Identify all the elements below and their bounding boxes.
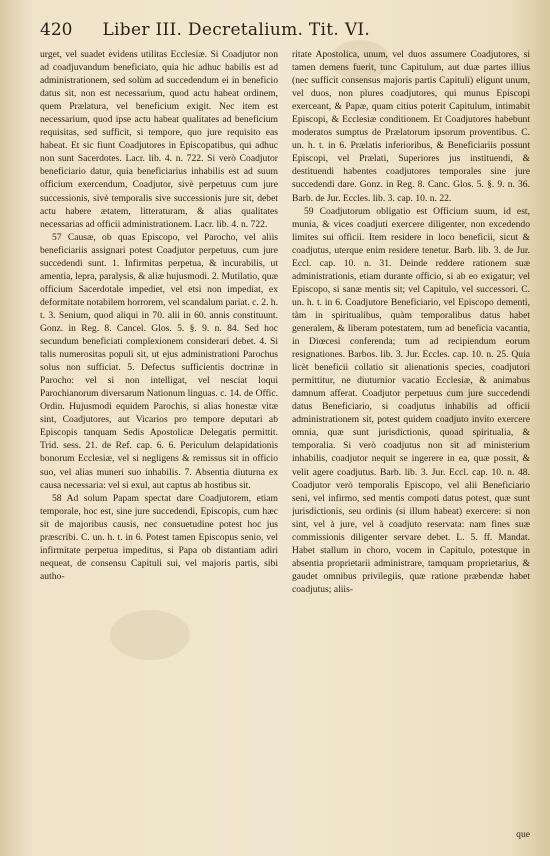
right-column (292, 48, 530, 844)
paragraph: 59 Coadjutorum obligatio est Officium suum, id est, munia, & vices coadjuti exercere diligenter, non excedendo limites sui officii. Item residere in loco beneficii, sicut & coadjutus, uterque enim residere tenetur. Barb. lib. 3. de Jur. Eccl. cap. 10. n. 31. Deinde reddere rationem suæ administrationis, etiam durante officio, si ab eo exigatur; vel Episcopo, si sanæ mentis sit; vel Capitulo, vel successori. C. un. h. t. in 6. Coadjutore Beneficiario, vel Episcopo dementi, tàm in spiritualibus, quàm temporalibus datus habet generalem, & liberam potestatem, tum ad beneficia vacantia, in Diœcesi conferenda; tum ad recipiendum eorum resignationes. Barbos. lib. 3. Jur. Eccles. cap. 10. n. 25. Quia licèt beneficii collatio sit alienationis species, coadjutori permittitur, ne diuturnior vacatio Ecclesiæ, & animabus damnum afferat. Coadjutor perpetuus cum jure succedendi datus Beneficiario, si coadjutus inhabilis ad officii administrationem sit, potest quidem coadjuto invito exercere omnia, quæ sunt jurisdictionis, quoad spiritualia, & temporalia. Si verò coadjutus non sit ad ministerium inhabilis, coadjutor nequit se ingerere in ea, quæ possit, & velit agere coadjutus. Barb. lib. 3. Jur. Eccl. cap. 10. n. 48. Coadjutor verò temporalis Episcopo, vel alii Beneficiario seni, vel infirmo, sed mentis compoti datus potest, quæ sunt jurisdictionis, seu ordinis (si illum habeat) exercere: si non sint, vel à jure, vel à coadjuto reservata: nam fines suæ commissionis diligenter servare debet. L. 5. ff. Mandat. Habet stallum in choro, vocem in Capitulo, potestque in absentia proprietarii administrare, tamquam proprietarius, & gaudet omnibus privilegiis, quæ ratione præbendæ habet coadjutus; aliis- (292, 205, 530, 595)
text-columns (40, 48, 530, 844)
paragraph: 57 Causæ, ob quas Episcopo, vel Parocho, vel aliis beneficiariis assignari potest Coadjutor perpetuus, cum jure succedendi sunt. 1. Infirmitas perpetua, & incurabilis, ut amentia, lepra, paralysis, & aliæ hujusmodi. 2. Mutilatio, quæ officium Sacerdotale impediet, vel etsi non impediat, ex deformitate notabilem horrorem, vel scandalum pariat. c. 2. h. t. 3. Senium, quod aliqui in 70. alii in 60. annis constituunt. Gonz. in Reg. 8. Cancel. Glos. 5. §. 9. n. 84. Sed hoc secundum beneficiati complexionem considerari debet. 4. Si talis numerositas populi sit, ut ejus administrationi Parochus solus non sufficiat. 5. Defectus sufficientis doctrinæ in Parocho: vel si non intelligat, vel nesciat loqui Parochianorum diversarum Nationum linguas. c. 14. de Offic. Ordin. Hujusmodi equidem Parochis, si alias honestæ vitæ sint, Coadjutores, aut Vicarios pro tempore deputari ab Episcopis tanquam Sedis Apostolicæ Delegatis permittit. Trid. sess. 21. de Ref. cap. 6. 6. Periculum delapidationis bonorum Ecclesiæ, vel si negligens & remissus sit in officio suo, vel alias muneri suo inhabilis. 7. Absentia diuturna ex causa necessaria: vel si exul, aut captus ab hostibus sit. (40, 231, 278, 491)
paragraph: ritate Apostolica, unum, vel duos assumere Coadjutores, si tamen demens fuerit, tunc Capitulum, aut duæ partes illius (nec sufficit consensus majoris partis Capituli) eligunt unum, vel duos, non plures coadjutores, qui munus Episcopi exerceant, & Papæ, quam citius poterit Capitulum, intimabit Episcopi, & Ecclesiæ conditionem. Et Coadjutores habebunt moderatos sumptus de Prælatorum ipsorum proventibus. C. un. h. t. in 6. Prælatis inferioribus, & Beneficiariis possunt Episcopi, vel Prælati, Superiores jus instituendi, & destituendi habentes coadjutores temporales sine jure succedendi dare. Gonz. in Reg. 8. Canc. Glos. 5. §. 9. n. 36. Barb. de Jur. Eccles. lib. 3. cap. 10. n. 22. (292, 49, 530, 204)
paragraph: 58 Ad solum Papam spectat dare Coadjutorem, etiam temporale, hoc est, sine jure succedendi, Episcopis, cum hæc sit de majoribus causis, nec consuetudine potest hoc jus præscribi. C. un. h. t. in 6. Potest tamen Episcopus senio, vel infirmitate perpetua impeditus, si Papa ob distantiam adiri nequeat, de consensu Capituli sui, vel majoris partis, sibi autho- (40, 492, 278, 582)
page-number: 420 (40, 20, 73, 40)
running-title: Liber III. Decretalium. Tit. VI. (102, 20, 371, 40)
catchword: que (516, 829, 530, 840)
paragraph: urget, vel suadet evidens utilitas Ecclesiæ. Si Coadjutor non ad coadjuvandum beneficiato, quia hic adhuc habilis est ad administrationem, sed solùm ad succedendum ei in beneficio datus sit, non est necessarium, quod actu habeat ordinem, quem Prælatura, vel beneficium exigit. Nec item est necessarium, quod ipse actu habeat qualitates ad beneficium requisitas, sed sufficit, si tempore, quo jure requisito eas habeat. Et sic fiunt Coadjutores in Episcopatibus, qui adhuc non sunt Sacerdotes. Lacr. lib. 4. n. 722. Si verò Coadjutor beneficiario datur, quia beneficiarius inhabilis est ad suum officium exercendum, Coadjutor, sivè perpetuus cum jure successionis, sivè temporalis sive successionis jure sit, debet actu habere ætatem, litteraturam, & alias qualitates necessarias ad officii administrationem. Lacr. lib. 4. n. 722. (40, 49, 278, 230)
page-header (40, 20, 530, 46)
left-column (40, 48, 278, 844)
